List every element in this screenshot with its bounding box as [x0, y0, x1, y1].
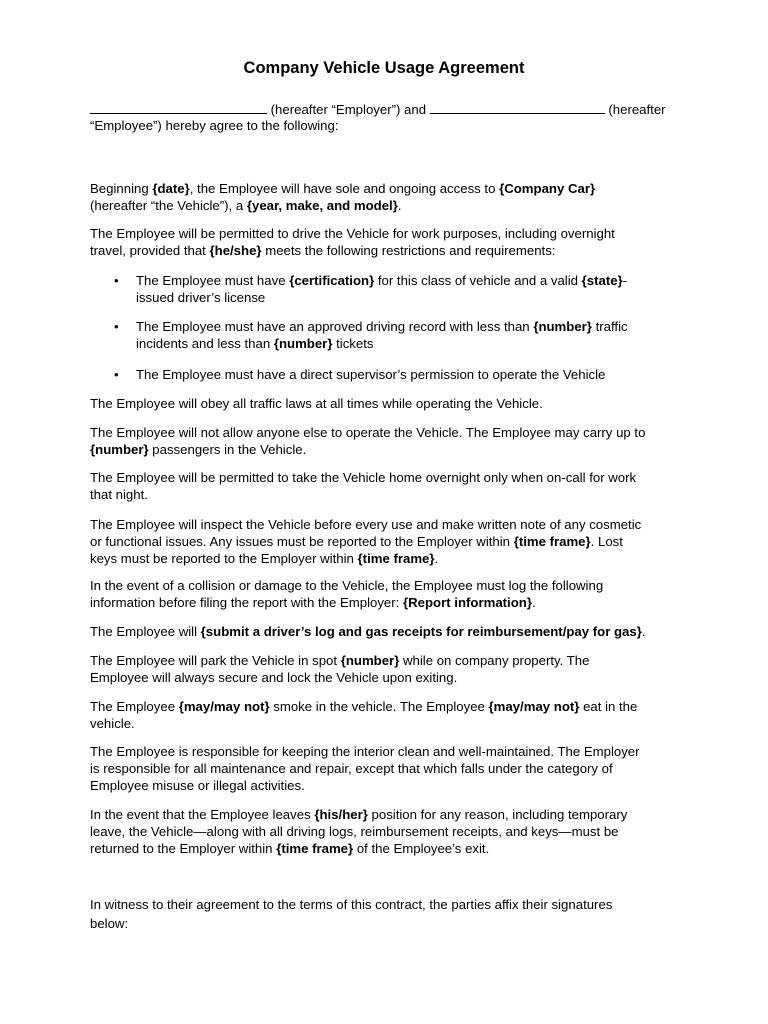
placeholder-his-her: {his/her} — [314, 807, 368, 822]
placeholder-may-may-not: {may/may not} — [178, 699, 270, 714]
paragraph-permission: The Employee will be permitted to drive the Vehicle for work purposes, including overnight travel, provided that {he/she} meets the following restrictions and requirements: — [90, 226, 615, 258]
placeholder-number: {number} — [340, 653, 400, 668]
placeholder-may-may-not: {may/may not} — [488, 699, 580, 714]
bullet-icon: • — [114, 367, 119, 382]
placeholder-year-make-model: {year, make, and model} — [246, 198, 398, 213]
placeholder-he-she: {he/she} — [209, 243, 262, 258]
placeholder-company-car: {Company Car} — [499, 181, 596, 196]
paragraph-inspection: The Employee will inspect the Vehicle before every use and make written note of any cosmetic or functional issues. Any issues must be reported to the Employer within {time frame}. Lost keys must be reported to the Employer within {time frame}. — [90, 517, 642, 566]
paragraph-leaving: In the event that the Employee leaves {his/her} position for any reason, including temporary leave, the Vehicle—along with all driving logs, reimbursement receipts, and keys—must be returned to the Employer within {time frame} of the Employee’s exit. — [90, 807, 628, 856]
placeholder-gas-policy: {submit a driver’s log and gas receipts for reimbursement/pay for gas} — [200, 624, 642, 639]
paragraph-parking: The Employee will park the Vehicle in spot {number} while on company property. The Employee will always secure and lock the Vehicle upon exiting. — [90, 653, 590, 685]
placeholder-time-frame: {time frame} — [276, 841, 354, 856]
document-title: Company Vehicle Usage Agreement — [243, 59, 525, 77]
placeholder-state: {state} — [581, 273, 623, 288]
bullet-icon: • — [114, 319, 119, 334]
placeholder-certification: {certification} — [289, 273, 375, 288]
paragraph-traffic-laws: The Employee will obey all traffic laws at all times while operating the Vehicle. — [90, 396, 543, 411]
intro-paragraph: (hereafter “Employer”) and (hereafter “Employee”) hereby agree to the following: — [90, 102, 666, 133]
paragraph-passengers: The Employee will not allow anyone else to operate the Vehicle. The Employee may carry up to {number} passengers in the Vehicle. — [90, 425, 646, 457]
paragraph-overnight: The Employee will be permitted to take the Vehicle home overnight only when on-call for work that night. — [90, 470, 637, 502]
placeholder-date: {date} — [152, 181, 190, 196]
employer-name-blank[interactable] — [90, 100, 267, 114]
document-page: Company Vehicle Usage Agreement (hereafter “Employer”) and (hereafter “Employee”) hereby agree to the following: Beginning {date}, the Employee will have sole and ongoing access to {Company Car} (hereafter “the Vehicle”), a {year, make, and model}. The Employee will be permitted to drive the Vehicle for work purposes, including overnight travel, provided that {he/she} meets the following restrictions and requirements: • The Employee must have {certification} for this class of vehicle and a valid {state}- issued driver’s license • The Employee must have an approved driving record with less than {number} traffic incidents and less than {number} tickets • The Employee must have a direct supervisor’s permission to operate the Vehicle The Employee will obey all traffic laws at all times while operating the Vehicle. The Employee will not allow anyone else to operate the Vehicle. The Employee may carry up to {number} passengers in the Vehicle. The Employee will be permitted to take the Vehicle home overnight only when on-call for work that night. The Employee will inspect the Vehicle before every use and make written note of any cosmetic or functional issues. Any issues must be reported to the Employer within {time frame}. Lost keys must be reported to the Employer within {time frame}. In the event of a collision or damage to the Vehicle, the Employee must log the following information before filing the report with the Employer: {Report information}. The Employee will {submit a driver’s log and gas receipts for reimbursement/pay for gas}. The Employee will park the Vehicle in spot {number} while on company property. The Employee will always secure and lock the Vehicle upon exiting. The Employee {may/may not} smoke in the vehicle. The Employee {may/may not} eat in the vehicle. The Employee is responsible for keeping the interior clean and well-maintained. The Employer is responsible for all maintenance and repair, except that which falls under the category of Employee misuse or illegal activities. In the event that the Employee leaves {his/her} position for any reason, including temporary leave, the Vehicle—along with all driving logs, reimbursement receipts, and keys—must be returned to the Employer within {time frame} of the Employee’s exit. In witness to their agreement to the terms of this contract, the parties affix their signatures below: — [0, 0, 768, 1024]
paragraph-collision: In the event of a collision or damage to the Vehicle, the Employee must log the following information before filing the report with the Employer: {Report information}. — [90, 578, 604, 610]
placeholder-time-frame: {time frame} — [357, 551, 435, 566]
paragraph-maintenance: The Employee is responsible for keeping the interior clean and well-maintained. The Employer is responsible for all maintenance and repair, except that which falls under the category of Employee misuse or illegal activities. — [90, 744, 640, 793]
placeholder-report-information: {Report information} — [403, 595, 532, 610]
placeholder-time-frame: {time frame} — [513, 534, 591, 549]
paragraph-gas: The Employee will {submit a driver’s log and gas receipts for reimbursement/pay for gas}. — [90, 624, 646, 639]
placeholder-number: {number} — [90, 442, 149, 457]
paragraph-access: Beginning {date}, the Employee will have sole and ongoing access to {Company Car} (hereafter “the Vehicle”), a {year, make, and model}. — [90, 181, 596, 213]
bullet-icon: • — [114, 273, 119, 288]
paragraph-witness: In witness to their agreement to the terms of this contract, the parties affix their signatures below: — [90, 897, 613, 931]
paragraph-smoking: The Employee {may/may not} smoke in the vehicle. The Employee {may/may not} eat in the vehicle. — [90, 699, 638, 731]
placeholder-number: {number} — [273, 336, 333, 351]
placeholder-number: {number} — [533, 319, 592, 334]
employee-name-blank[interactable] — [430, 100, 605, 114]
